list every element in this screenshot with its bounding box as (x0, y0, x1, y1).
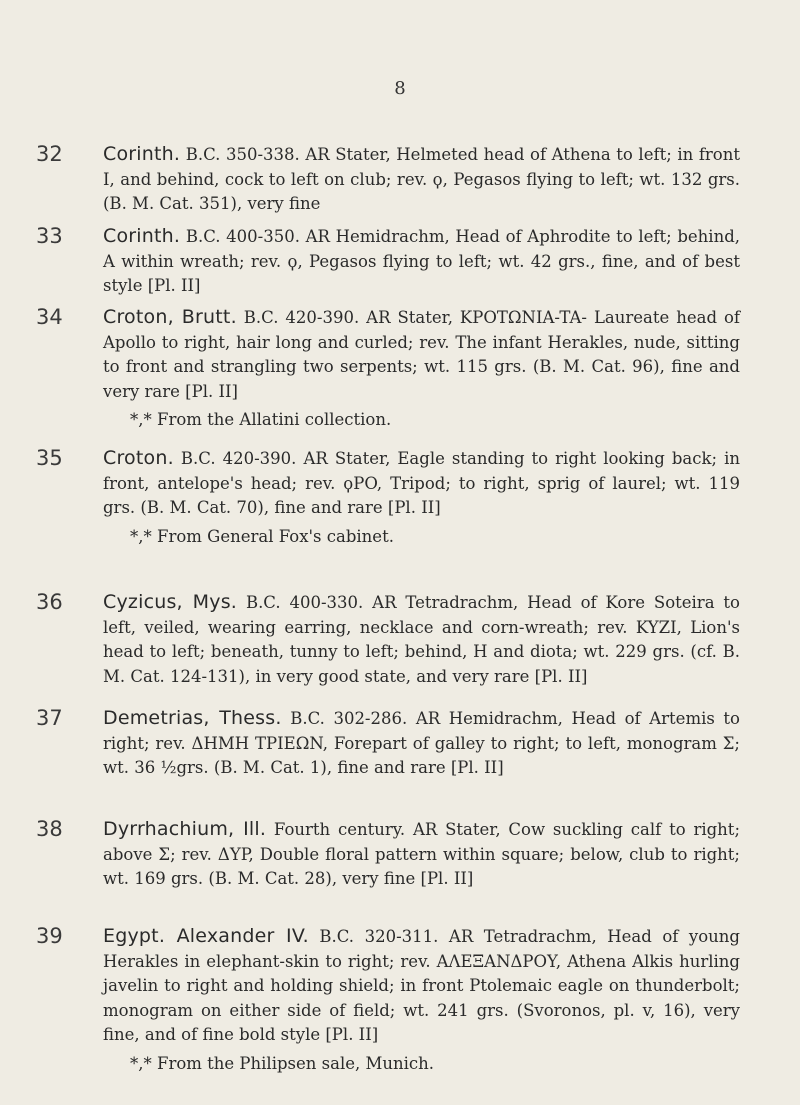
lot-number: 39 (36, 924, 63, 948)
lot-number: 34 (36, 305, 63, 329)
provenance-note: *,* From the Allatini collection. (130, 410, 392, 429)
lot-number: 37 (36, 706, 63, 730)
entry-description: Fourth century. AR Stater, Cow suckling calf to right; above Σ; rev. ΔYP, Double floral pattern within square; below, club to right; wt. 169 grs. (B. M. Cat. 28), very fine [Pl. II] (103, 820, 741, 888)
entry-text (103, 706, 740, 781)
entry-text (103, 224, 740, 299)
entry-text (103, 446, 740, 549)
entry-description: B.C. 302-286. AR Hemidrachm, Head of Artemis to right; rev. ΔHMH TPIEΩN, Forepart of galley to right; to left, monogram Σ; wt. 36 ½grs. (B. M. Cat. 1), fine and rare [Pl. II] (103, 709, 740, 777)
entry-heading: Cyzicus, Mys. (103, 591, 238, 613)
entry-heading: Corinth. (103, 225, 181, 247)
provenance-note: *,* From General Fox's cabinet. (130, 526, 394, 546)
lot-number: 36 (36, 590, 63, 614)
entry-text (103, 142, 740, 217)
entry-heading: Demetrias, Thess. (103, 707, 282, 729)
entry-description: B.C. 400-330. AR Tetradrachm, Head of Kore Soteira to left, veiled, wearing earring, necklace and corn-wreath; rev. KYZI, Lion's head to left; beneath, tunny to left; behind, H and diota; wt. 229 grs. (cf. B. M. Cat. 124-131), in very good state, and very rare [Pl. II] (103, 593, 740, 686)
entry-heading: Dyrrhachium, Ill. (103, 818, 267, 840)
entry-description: B.C. 400-350. AR Hemidrachm, Head of Aphrodite to left; behind, A within wreath; rev. ϙ, Pegasos flying to left; wt. 42 grs., fine, and of best style [Pl. II] (103, 227, 741, 295)
entry-heading: Corinth. (103, 143, 181, 165)
entry-description: B.C. 350-338. AR Stater, Helmeted head of Athena to left; in front I, and behind, cock to left on club; rev. ϙ, Pegasos flying to left; wt. 132 grs. (B. M. Cat. 351), very fine (103, 145, 740, 213)
entry-description: B.C. 320-311. AR Tetradrachm, Head of young Herakles in elephant-skin to right; rev. AΛEΞANΔPOY, Athena Alkis hurling javelin to right and holding shield; in front Ptolemaic eagle on thunderbolt; monogram on either side of field; wt. 241 grs. (Svoronos, pl. v, 16), very fine, and of fine bold style [Pl. II] (103, 927, 740, 1044)
lot-number: 32 (36, 142, 63, 166)
entry-text (103, 305, 740, 433)
entry-text (103, 590, 740, 689)
entry-heading: Egypt. Alexander IV. (103, 925, 309, 947)
entry-heading: Croton. (103, 447, 174, 469)
lot-number: 38 (36, 817, 63, 841)
entry-heading: Croton, Brutt. (103, 306, 237, 328)
lot-number: 35 (36, 446, 63, 470)
entry-text (103, 924, 740, 1076)
entry-description: B.C. 420-390. AR Stater, Eagle standing to right looking back; in front, antelope's head; rev. ϙPO, Tripod; to right, sprig of laurel; wt. 119 grs. (B. M. Cat. 70), fine and rare [Pl. II] (103, 449, 740, 517)
entry-text (103, 817, 740, 892)
provenance-note: *,* From the Philipsen sale, Munich. (130, 1053, 435, 1073)
lot-number: 33 (36, 224, 63, 248)
entry-description: B.C. 420-390. AR Stater, KPOTΩNIA-TA- Laureate head of Apollo to right, hair long and curled; rev. The infant Herakles, nude, sitting to front and strangling two serpents; wt. 115 grs. (B. M. Cat. 96), fine and very rare [Pl. II] (103, 308, 741, 401)
page-number: 8 (394, 78, 406, 99)
